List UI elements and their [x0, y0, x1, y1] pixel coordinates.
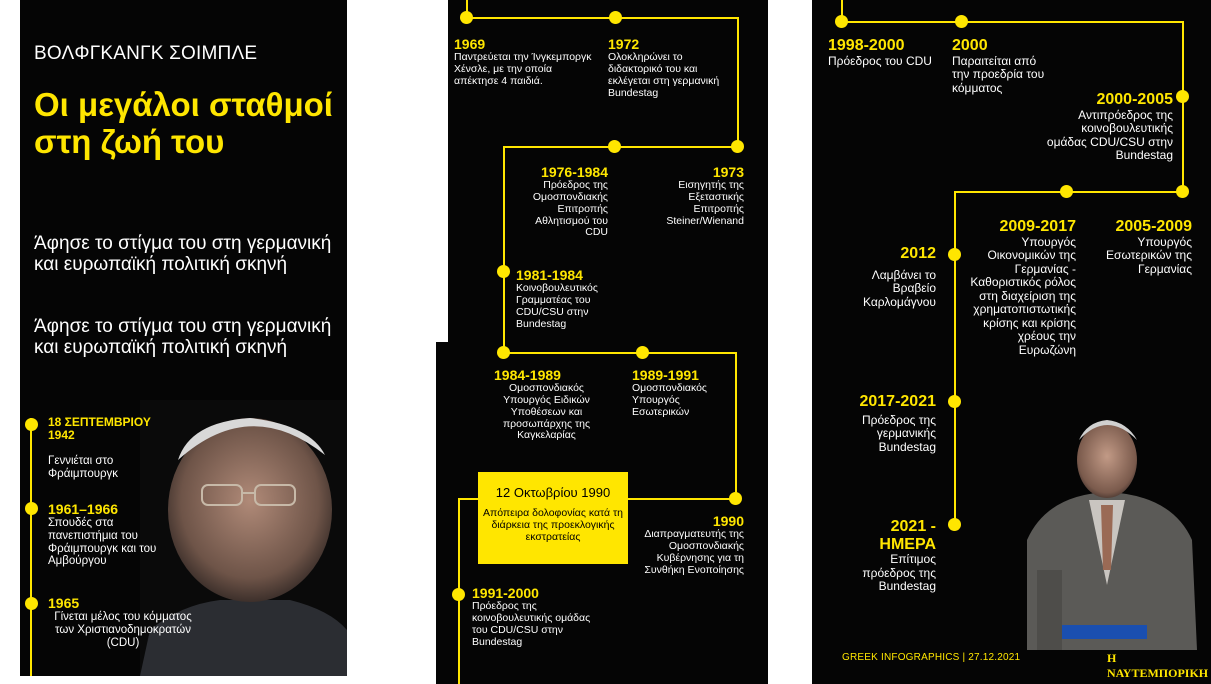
timeline-dot	[955, 15, 968, 28]
timeline-event	[48, 596, 208, 649]
timeline-dot	[835, 15, 848, 28]
timeline-event	[828, 37, 938, 68]
event-description: Γεννιέται στο Φράιμπουργκ	[48, 455, 119, 481]
timeline-dot	[25, 502, 38, 515]
timeline-line	[466, 17, 616, 19]
event-description: Λαμβάνει το Βραβείο Καρλομάγνου	[863, 267, 936, 309]
event-year: 2017-2021	[859, 393, 936, 410]
timeline-dot	[636, 346, 649, 359]
event-year: 1961–1966	[48, 501, 119, 517]
timeline-event	[48, 416, 208, 481]
event-description: Υπουργός Εσωτερικών της Γερμανίας	[1106, 234, 1192, 276]
event-description: Εισηγητής της Εξεταστικής Επιτροπής Steiner/Wienand	[666, 179, 744, 227]
event-year: 2000	[952, 37, 988, 54]
infographic-panel-timeline-1984-2000	[436, 342, 768, 684]
event-year: 1969	[454, 36, 486, 52]
event-description: Παντρεύεται την Ίνγκεμποργκ Χένσλε, με την οποία απέκτησε 4 παιδιά.	[454, 51, 592, 87]
timeline-event	[952, 37, 1052, 95]
timeline-dot	[608, 140, 621, 153]
event-year: 2012	[900, 245, 936, 262]
timeline-dot	[948, 395, 961, 408]
timeline-dot	[948, 518, 961, 531]
timeline-line	[616, 17, 738, 19]
timeline-line	[841, 21, 1184, 23]
callout-description: Απόπειρα δολοφονίας κατά τη διάρκεια της προεκλογικής εκστρατείας	[482, 507, 624, 543]
event-year: 1990	[712, 513, 744, 529]
event-description: Παραιτείται από την προεδρία του κόμματος	[952, 53, 1045, 95]
timeline-dot	[25, 418, 38, 431]
assassination-attempt-callout	[478, 472, 628, 564]
timeline-event	[516, 268, 626, 330]
timeline-event	[454, 37, 594, 88]
publisher-logo: Η ΝΑΥΤΕΜΠΟΡΙΚΗ	[1107, 651, 1209, 680]
timeline-dot	[1176, 185, 1189, 198]
timeline-event	[472, 586, 592, 648]
timeline-dot	[1060, 185, 1073, 198]
event-year: 1965	[48, 595, 80, 611]
timeline-event	[48, 502, 208, 568]
event-description: Πρόεδρος της γερμανικής Bundestag	[861, 412, 936, 454]
timeline-event	[826, 393, 936, 454]
callout-date: 12 Οκτωβρίου 1990	[495, 485, 611, 500]
timeline-line	[503, 146, 739, 148]
event-year: 1998-2000	[828, 37, 905, 54]
infographic-subtitle-repeat: Άφησε το στίγμα του στη γερμανική και ευρωπαϊκή πολιτική σκηνή	[34, 316, 332, 359]
event-description: Ομοσπονδιακός Υπουργός Ειδικών Υποθέσεων και προσωπάρχης της Καγκελαρίας	[502, 382, 591, 442]
timeline-dot	[452, 588, 465, 601]
event-year: 2009-2017	[999, 218, 1076, 235]
event-year: 1976-1984	[541, 164, 608, 180]
event-year: 2021 - ΗΜΕΡΑ	[879, 518, 936, 553]
event-year: 1991-2000	[472, 585, 539, 601]
event-year: 2000-2005	[1096, 91, 1173, 108]
event-description: Υπουργός Οικονομικών της Γερμανίας - Καθοριστικός ρόλος στη διαχείριση της χρηματοπιστωτικής κρίσης και κρίσης χρέους την Ευρωζώνη	[970, 234, 1076, 357]
timeline-dot	[1176, 90, 1189, 103]
event-description: Πρόεδρος της Ομοσπονδιακής Επιτροπής Αθλητισμού του CDU	[532, 179, 608, 239]
timeline-line	[737, 17, 739, 147]
timeline-event	[632, 368, 732, 419]
timeline-event	[960, 218, 1076, 358]
event-year: 1973	[712, 164, 744, 180]
timeline-line	[503, 352, 737, 354]
event-description: Διαπραγματευτής της Ομοσπονδιακής Κυβέρνησης για τη Συνθήκη Ενοποίησης	[644, 528, 744, 576]
event-year: 1981-1984	[516, 267, 583, 283]
infographic-panel-timeline-1998-2021	[812, 0, 1211, 684]
event-year: 18 ΣΕΠΤΕΜΒΡΙΟΥ 1942	[48, 415, 151, 443]
infographic-panel-intro	[20, 0, 347, 676]
timeline-event	[632, 514, 744, 576]
timeline-dot	[609, 11, 622, 24]
event-year: 1984-1989	[494, 367, 561, 383]
event-year: 1972	[608, 36, 640, 52]
event-description: Επίτιμος πρόεδρος της Bundestag	[862, 552, 936, 594]
event-description: Γίνεται μέλος του κόμματος των Χριστιανοδημοκρατών (CDU)	[54, 611, 192, 649]
timeline-line	[1182, 21, 1184, 193]
event-description: Ολοκληρώνει το διδακτορικό του και εκλέγεται στη γερμανική Bundestag	[608, 51, 720, 99]
timeline-dot	[731, 140, 744, 153]
infographic-subtitle: Άφησε το στίγμα του στη γερμανική και ευρωπαϊκή πολιτική σκηνή	[34, 233, 332, 276]
event-year: 1989-1991	[632, 367, 699, 383]
event-year: 2005-2009	[1115, 218, 1192, 235]
event-description: Πρόεδρος του CDU	[828, 53, 932, 68]
event-description: Κοινοβουλευτικός Γραμματέας του CDU/CSU στην Bundestag	[516, 282, 598, 330]
timeline-dot	[460, 11, 473, 24]
timeline-event	[836, 518, 936, 594]
timeline-dot	[497, 346, 510, 359]
infographic-title: Οι μεγάλοι σταθμοί στη ζωή του	[34, 86, 333, 161]
timeline-event	[838, 245, 936, 309]
timeline-event	[1092, 218, 1192, 276]
person-name: ΒΟΛΦΓΚΑΝΓΚ ΣΟΙΜΠΛΕ	[34, 43, 258, 64]
timeline-event	[1040, 91, 1173, 163]
timeline-line	[735, 352, 737, 500]
footer-credit: GREEK INFOGRAPHICS | 27.12.2021	[842, 652, 1021, 663]
timeline-dot	[497, 265, 510, 278]
timeline-event	[644, 165, 744, 227]
infographic-panel-timeline-1969-1984	[448, 0, 768, 342]
event-description: Αντιπρόεδρος της κοινοβουλευτικής ομάδας CDU/CSU στην Bundestag	[1046, 107, 1173, 163]
event-description: Ομοσπονδιακός Υπουργός Εσωτερικών	[632, 382, 707, 418]
timeline-dot	[729, 492, 742, 505]
timeline-event	[510, 165, 608, 239]
timeline-line	[954, 191, 956, 526]
timeline-event	[608, 37, 736, 99]
timeline-line	[30, 418, 32, 676]
portrait-image-seated	[997, 410, 1211, 650]
timeline-event	[494, 368, 599, 442]
timeline-dot	[25, 597, 38, 610]
timeline-line	[503, 146, 505, 342]
event-description: Σπουδές στα πανεπιστήμια του Φράιμπουργκ και του Αμβούργου	[48, 517, 157, 568]
event-description: Πρόεδρος της κοινοβουλευτικής ομάδας του CDU/CSU στην Bundestag	[472, 600, 591, 648]
